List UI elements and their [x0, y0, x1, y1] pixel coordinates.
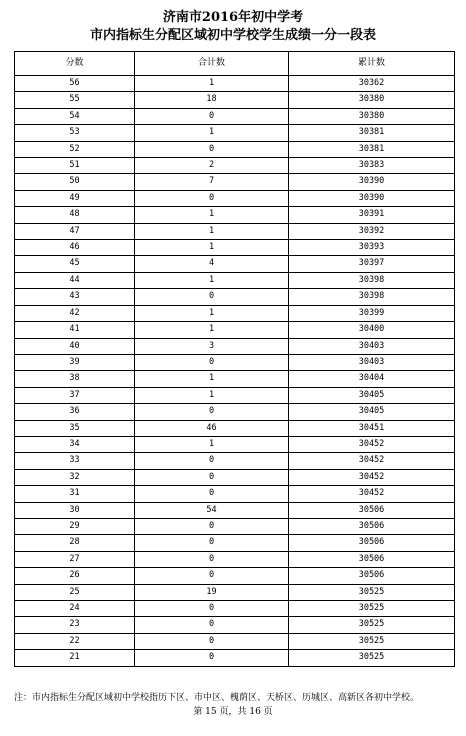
cell-score: 55 — [15, 92, 135, 108]
table-row — [15, 338, 455, 354]
document-subtitle: 市内指标生分配区域初中学校学生成绩一分一段表 — [89, 28, 376, 43]
cell-score: 45 — [15, 256, 135, 272]
cell-count: 1 — [135, 305, 289, 321]
cell-count: 1 — [135, 272, 289, 288]
table-row — [15, 617, 455, 633]
cell-score: 51 — [15, 158, 135, 174]
table-row — [15, 354, 455, 370]
table-row — [15, 141, 455, 157]
cell-count: 0 — [135, 617, 289, 633]
cell-score: 24 — [15, 601, 135, 617]
table-row — [15, 223, 455, 239]
cell-count: 0 — [135, 551, 289, 567]
cell-score: 54 — [15, 108, 135, 124]
cell-score: 27 — [15, 551, 135, 567]
cell-cumulative: 30397 — [289, 256, 455, 272]
cell-score: 39 — [15, 354, 135, 370]
cell-cumulative: 30398 — [289, 272, 455, 288]
cell-count: 18 — [135, 92, 289, 108]
table-row — [15, 601, 455, 617]
cell-cumulative: 30392 — [289, 223, 455, 239]
table-row — [15, 174, 455, 190]
table-row — [15, 272, 455, 288]
cell-score: 38 — [15, 371, 135, 387]
cell-score: 30 — [15, 502, 135, 518]
cell-cumulative: 30451 — [289, 420, 455, 436]
table-row — [15, 190, 455, 206]
cell-count: 4 — [135, 256, 289, 272]
cell-score: 56 — [15, 76, 135, 92]
cell-count: 1 — [135, 207, 289, 223]
cell-count: 0 — [135, 633, 289, 649]
cell-count: 1 — [135, 76, 289, 92]
table-row — [15, 584, 455, 600]
header-cumulative: 累计数 — [289, 52, 455, 76]
cell-cumulative: 30525 — [289, 584, 455, 600]
cell-count: 1 — [135, 322, 289, 338]
cell-cumulative: 30403 — [289, 354, 455, 370]
cell-cumulative: 30452 — [289, 469, 455, 485]
cell-count: 0 — [135, 404, 289, 420]
cell-count: 0 — [135, 568, 289, 584]
cell-cumulative: 30506 — [289, 502, 455, 518]
table-row — [15, 633, 455, 649]
document-title: 济南市2016年初中学考 — [162, 10, 304, 25]
header-score: 分数 — [15, 52, 135, 76]
cell-score: 44 — [15, 272, 135, 288]
cell-score: 53 — [15, 125, 135, 141]
cell-cumulative: 30404 — [289, 371, 455, 387]
table-row — [15, 158, 455, 174]
footnote: 注：市内指标生分配区域初中学校指历下区、市中区、槐荫区、天桥区、历城区、高新区各初中学校。 — [14, 693, 420, 703]
cell-cumulative: 30506 — [289, 518, 455, 534]
table-row — [15, 551, 455, 567]
cell-score: 49 — [15, 190, 135, 206]
cell-cumulative: 30525 — [289, 633, 455, 649]
table-row — [15, 436, 455, 452]
cell-cumulative: 30380 — [289, 108, 455, 124]
cell-score: 46 — [15, 240, 135, 256]
cell-cumulative: 30525 — [289, 650, 455, 666]
cell-count: 3 — [135, 338, 289, 354]
table-row — [15, 535, 455, 551]
page-number: 第 15 页，共 16 页 — [193, 707, 273, 717]
cell-count: 0 — [135, 535, 289, 551]
table-row — [15, 502, 455, 518]
cell-count: 1 — [135, 387, 289, 403]
cell-count: 0 — [135, 453, 289, 469]
score-distribution-table — [14, 51, 455, 667]
cell-score: 32 — [15, 469, 135, 485]
cell-score: 34 — [15, 436, 135, 452]
cell-score: 40 — [15, 338, 135, 354]
table-row — [15, 453, 455, 469]
cell-cumulative: 30380 — [289, 92, 455, 108]
cell-score: 50 — [15, 174, 135, 190]
cell-score: 31 — [15, 486, 135, 502]
cell-cumulative: 30525 — [289, 617, 455, 633]
cell-cumulative: 30381 — [289, 141, 455, 157]
cell-count: 1 — [135, 223, 289, 239]
table-row — [15, 650, 455, 666]
cell-score: 23 — [15, 617, 135, 633]
cell-score: 21 — [15, 650, 135, 666]
table-row — [15, 256, 455, 272]
cell-score: 29 — [15, 518, 135, 534]
cell-count: 1 — [135, 125, 289, 141]
table-body — [15, 76, 455, 667]
cell-count: 0 — [135, 486, 289, 502]
table-row — [15, 420, 455, 436]
cell-cumulative: 30403 — [289, 338, 455, 354]
table-row — [15, 486, 455, 502]
cell-cumulative: 30390 — [289, 190, 455, 206]
cell-cumulative: 30452 — [289, 486, 455, 502]
cell-cumulative: 30405 — [289, 404, 455, 420]
table-row — [15, 76, 455, 92]
cell-count: 46 — [135, 420, 289, 436]
cell-count: 0 — [135, 469, 289, 485]
table-row — [15, 240, 455, 256]
table-row — [15, 371, 455, 387]
table-row — [15, 518, 455, 534]
cell-count: 1 — [135, 436, 289, 452]
cell-score: 47 — [15, 223, 135, 239]
table-row — [15, 108, 455, 124]
table-row — [15, 289, 455, 305]
table-row — [15, 125, 455, 141]
cell-cumulative: 30381 — [289, 125, 455, 141]
cell-count: 0 — [135, 289, 289, 305]
cell-count: 1 — [135, 371, 289, 387]
cell-score: 52 — [15, 141, 135, 157]
cell-score: 28 — [15, 535, 135, 551]
table-header-row — [15, 52, 455, 76]
cell-cumulative: 30506 — [289, 568, 455, 584]
cell-score: 41 — [15, 322, 135, 338]
cell-score: 37 — [15, 387, 135, 403]
cell-cumulative: 30393 — [289, 240, 455, 256]
table-row — [15, 387, 455, 403]
table-row — [15, 92, 455, 108]
header-count: 合计数 — [135, 52, 289, 76]
cell-cumulative: 30383 — [289, 158, 455, 174]
cell-cumulative: 30362 — [289, 76, 455, 92]
cell-count: 1 — [135, 240, 289, 256]
cell-cumulative: 30391 — [289, 207, 455, 223]
cell-score: 43 — [15, 289, 135, 305]
table-row — [15, 322, 455, 338]
cell-count: 54 — [135, 502, 289, 518]
cell-cumulative: 30390 — [289, 174, 455, 190]
table-row — [15, 305, 455, 321]
cell-cumulative: 30452 — [289, 453, 455, 469]
cell-cumulative: 30400 — [289, 322, 455, 338]
cell-cumulative: 30525 — [289, 601, 455, 617]
cell-score: 25 — [15, 584, 135, 600]
cell-count: 2 — [135, 158, 289, 174]
cell-count: 7 — [135, 174, 289, 190]
cell-cumulative: 30452 — [289, 436, 455, 452]
cell-score: 48 — [15, 207, 135, 223]
cell-score: 33 — [15, 453, 135, 469]
cell-count: 0 — [135, 141, 289, 157]
cell-count: 0 — [135, 601, 289, 617]
cell-count: 0 — [135, 108, 289, 124]
cell-cumulative: 30506 — [289, 535, 455, 551]
cell-score: 36 — [15, 404, 135, 420]
table-row — [15, 404, 455, 420]
cell-cumulative: 30506 — [289, 551, 455, 567]
cell-count: 19 — [135, 584, 289, 600]
table-row — [15, 469, 455, 485]
cell-count: 0 — [135, 354, 289, 370]
cell-count: 0 — [135, 650, 289, 666]
cell-count: 0 — [135, 518, 289, 534]
table-row — [15, 207, 455, 223]
cell-score: 22 — [15, 633, 135, 649]
table-row — [15, 568, 455, 584]
cell-score: 26 — [15, 568, 135, 584]
cell-cumulative: 30405 — [289, 387, 455, 403]
cell-cumulative: 30398 — [289, 289, 455, 305]
cell-score: 42 — [15, 305, 135, 321]
cell-count: 0 — [135, 190, 289, 206]
cell-score: 35 — [15, 420, 135, 436]
cell-cumulative: 30399 — [289, 305, 455, 321]
